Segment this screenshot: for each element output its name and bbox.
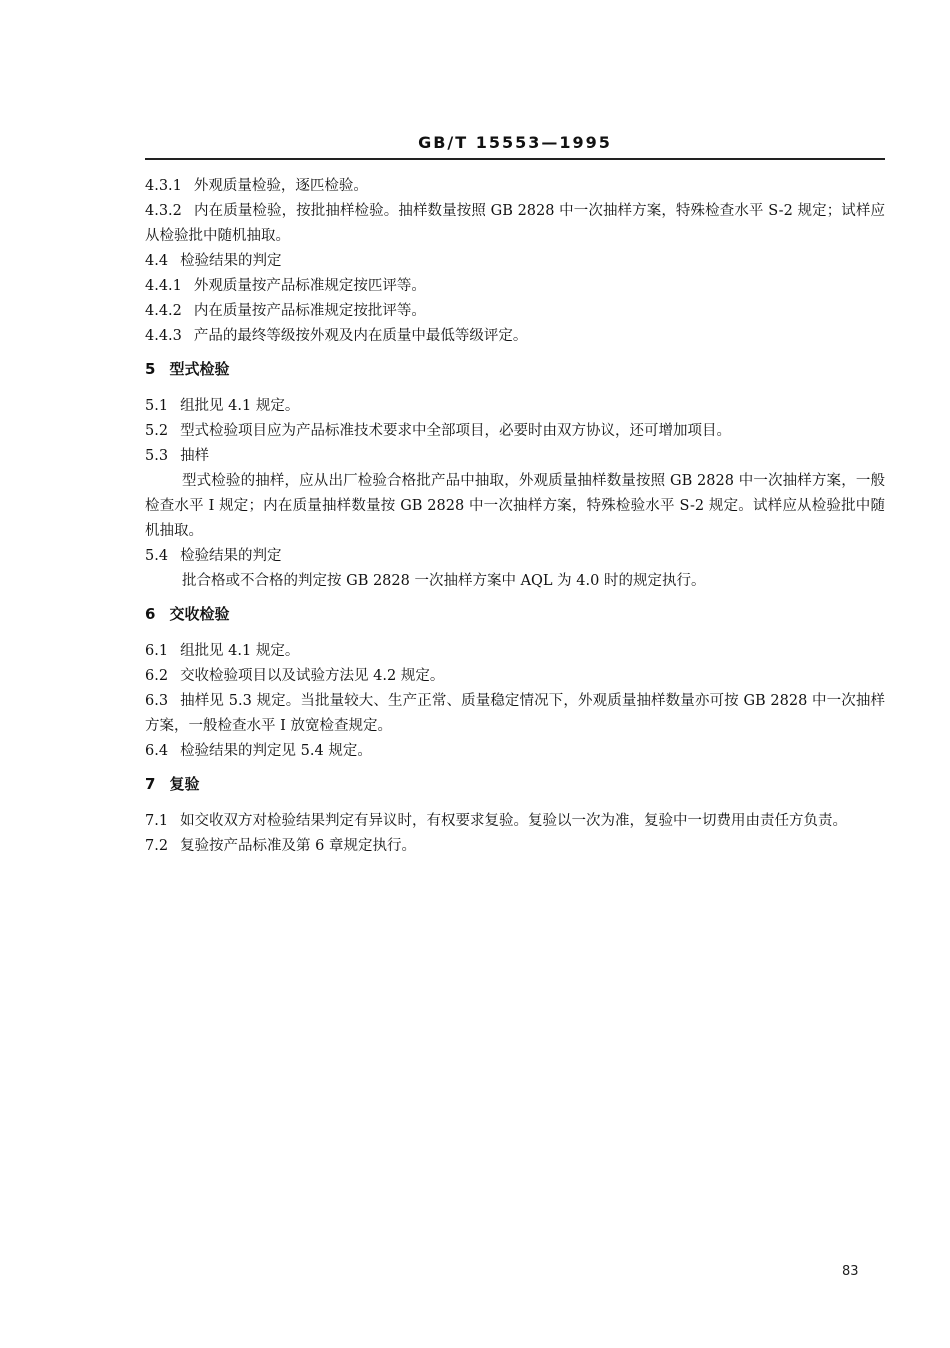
clause-text: 型式检验项目应为产品标准技术要求中全部项目，必要时由双方协议，还可增加项目。 [180, 423, 732, 439]
clause-6-1 [145, 639, 885, 664]
clause-text: 内在质量检验，按批抽样检验。抽样数量按照 GB 2828 中一次抽样方案，特殊检查水平 S-2 规定；试样应从检验批中随机抽取。 [145, 203, 885, 244]
clause-number: 6.2 [145, 668, 169, 684]
chapter-number: 7 [145, 775, 156, 793]
clause-number: 6.4 [145, 743, 169, 759]
clause-4-4 [145, 249, 885, 274]
clause-4-4-2 [145, 299, 885, 324]
clause-text: 如交收双方对检验结果判定有异议时，有权要求复验。复验以一次为准，复验中一切费用由责任方负责。 [180, 813, 848, 829]
clause-number: 6.1 [145, 643, 169, 659]
clause-text: 检验结果的判定 [180, 548, 282, 564]
chapter-title: 交收检验 [169, 605, 230, 623]
clause-number: 5.4 [145, 548, 169, 564]
clause-text: 抽样 [180, 448, 210, 464]
clause-number: 5.2 [145, 423, 169, 439]
clause-5-1 [145, 394, 885, 419]
clause-number: 4.4.2 [145, 303, 182, 319]
clause-5-4 [145, 544, 885, 569]
clause-text: 检验结果的判定见 5.4 规定。 [180, 743, 372, 759]
clause-number: 4.3.1 [145, 178, 182, 194]
clause-6-3 [145, 689, 885, 739]
standard-number-header: GB/T 15553—1995 [418, 133, 612, 152]
clause-7-1 [145, 809, 885, 834]
clause-number: 4.4.1 [145, 278, 182, 294]
clause-5-4-body [145, 569, 885, 594]
clause-body-text: 型式检验的抽样，应从出厂检验合格批产品中抽取，外观质量抽样数量按照 GB 2828 中一次抽样方案，一般检查水平 I 规定；内在质量抽样数量按 GB 2828 中一次抽样方案，特殊检验水平 S-2 规定。试样应从检验批中随机抽取。 [145, 473, 885, 539]
clause-text: 产品的最终等级按外观及内在质量中最低等级评定。 [193, 328, 528, 344]
clause-5-2 [145, 419, 885, 444]
clause-text: 外观质量按产品标准规定按匹评等。 [193, 278, 426, 294]
chapter-number: 6 [145, 605, 156, 623]
clause-text: 检验结果的判定 [180, 253, 282, 269]
clause-text: 组批见 4.1 规定。 [180, 398, 300, 414]
clause-number: 7.2 [145, 838, 169, 854]
clause-6-2 [145, 664, 885, 689]
clause-text: 内在质量按产品标准规定按批评等。 [193, 303, 426, 319]
chapter-5-heading [145, 357, 885, 382]
header-rule [145, 158, 885, 160]
clause-number: 5.1 [145, 398, 169, 414]
clause-4-3-2 [145, 199, 885, 249]
clause-text: 外观质量检验，逐匹检验。 [193, 178, 368, 194]
clause-7-2 [145, 834, 885, 859]
clause-number: 5.3 [145, 448, 169, 464]
clause-body-text: 批合格或不合格的判定按 GB 2828 一次抽样方案中 AQL 为 4.0 时的规定执行。 [182, 573, 706, 589]
page-number: 83 [842, 1264, 859, 1279]
document-body [145, 174, 885, 859]
clause-5-3 [145, 444, 885, 469]
clause-text: 交收检验项目以及试验方法见 4.2 规定。 [180, 668, 445, 684]
clause-number: 4.3.2 [145, 203, 182, 219]
chapter-6-heading [145, 602, 885, 627]
clause-4-4-1 [145, 274, 885, 299]
clause-text: 抽样见 5.3 规定。当批量较大、生产正常、质量稳定情况下，外观质量抽样数量亦可按 GB 2828 中一次抽样方案，一般检查水平 I 放宽检查规定。 [145, 693, 885, 734]
clause-text: 复验按产品标准及第 6 章规定执行。 [180, 838, 417, 854]
chapter-7-heading [145, 772, 885, 797]
clause-4-4-3 [145, 324, 885, 349]
clause-number: 6.3 [145, 693, 169, 709]
chapter-title: 复验 [169, 775, 200, 793]
chapter-title: 型式检验 [169, 360, 230, 378]
clause-4-3-1 [145, 174, 885, 199]
clause-number: 4.4.3 [145, 328, 182, 344]
clause-6-4 [145, 739, 885, 764]
chapter-number: 5 [145, 360, 156, 378]
clause-number: 7.1 [145, 813, 169, 829]
clause-5-3-body [145, 469, 885, 544]
clause-number: 4.4 [145, 253, 169, 269]
clause-text: 组批见 4.1 规定。 [180, 643, 300, 659]
